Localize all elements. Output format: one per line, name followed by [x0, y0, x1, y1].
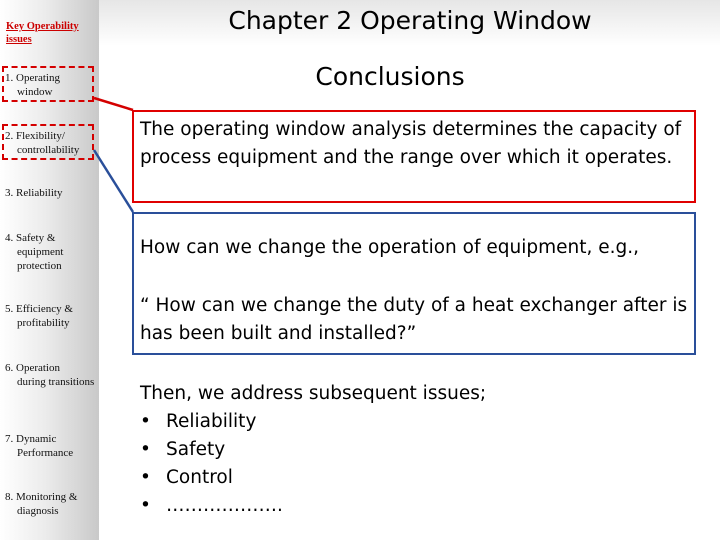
sidebar-item-label: 7. Dynamic [5, 433, 57, 445]
issues-list [140, 408, 283, 520]
connector-red [94, 98, 133, 110]
list-item [140, 436, 283, 464]
followup-intro: Then, we address subsequent issues; [140, 383, 487, 404]
sidebar-item-label-cont: window [17, 86, 53, 98]
sidebar-item-label-cont: during transitions [17, 376, 95, 388]
question-text: How can we change the operation of equipment, e.g., [140, 237, 640, 258]
sidebar-item-label-cont: diagnosis [17, 505, 59, 517]
connector-blue [94, 150, 133, 212]
sidebar-item-label-cont: profitability [17, 317, 70, 329]
conclusion-text: The operating window analysis determines the capacity of process equipment and the range over which it operates. [140, 119, 682, 168]
sidebar-item-label: 4. Safety & [5, 232, 56, 244]
list-item [140, 408, 283, 436]
sidebar-item-label: 6. Operation [5, 362, 60, 374]
list-item [140, 464, 283, 492]
bullet-icon: • [140, 495, 151, 516]
sidebar-item-label-cont: equipment protection [17, 246, 64, 272]
sidebar-item-label: 5. Efficiency & [5, 303, 73, 315]
list-item-text: Safety [166, 439, 226, 460]
sidebar-item-label: 8. Monitoring & [5, 491, 78, 503]
sidebar-item-label: 1. Operating [5, 72, 60, 84]
list-item [140, 492, 283, 520]
bullet-icon: • [140, 439, 151, 460]
sidebar-item-label-cont: Performance [17, 447, 74, 459]
list-item-text: Control [166, 467, 233, 488]
page-title: Chapter 2 Operating Window [228, 6, 592, 35]
sidebar-item-label-cont: controllability [17, 144, 80, 156]
bullet-icon: • [140, 411, 151, 432]
sidebar-item-label: 2. Flexibility/ [5, 130, 65, 142]
list-item-text: ………………. [166, 495, 283, 516]
section-subtitle: Conclusions [315, 62, 465, 91]
bullet-icon: • [140, 467, 151, 488]
sidebar-title[interactable]: Key Operability issues [6, 21, 79, 45]
sidebar-item-label: 3. Reliability [5, 187, 63, 199]
example-quote: “ How can we change the duty of a heat exchanger after is has been built and installed?” [140, 295, 688, 344]
list-item-text: Reliability [166, 411, 257, 432]
